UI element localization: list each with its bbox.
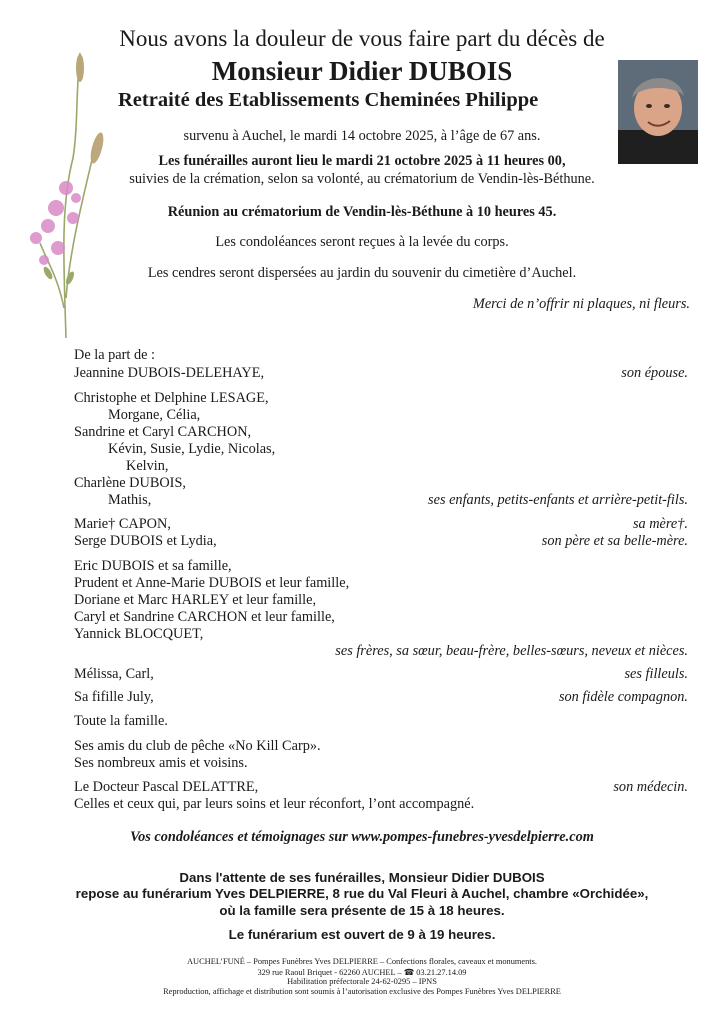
family-member: Sa fifille July, <box>74 689 154 705</box>
family-member: Ses nombreux amis et voisins. <box>74 755 248 771</box>
family-member: Serge DUBOIS et Lydia, <box>74 533 217 549</box>
family-row <box>74 666 688 684</box>
family-relation: ses frères, sa sœur, beau-frère, belles-sœurs, neveux et nièces. <box>335 643 688 659</box>
death-line: survenu à Auchel, le mardi 14 octobre 2025, à l’âge de 67 ans. <box>183 128 541 144</box>
family-row <box>74 492 688 510</box>
family-member: Prudent et Anne-Marie DUBOIS et leur famille, <box>74 575 350 591</box>
flower-illustration <box>18 48 113 338</box>
family-relation: sa mère†. <box>632 516 688 532</box>
family-row <box>74 575 688 593</box>
family-intro: De la part de : <box>74 347 155 363</box>
family-member: Christophe et Delphine LESAGE, <box>74 390 269 406</box>
family-relation: ses filleuls. <box>624 666 688 682</box>
family-row <box>74 626 688 644</box>
family-member: Morgane, Célia, <box>108 407 201 423</box>
footer-line-3: Habilitation préfectorale 24-62-0295 – IPNS <box>287 977 437 986</box>
family-member: Eric DUBOIS et sa famille, <box>74 558 232 574</box>
family-row <box>74 643 688 661</box>
family-relation: son fidèle compagnon. <box>558 689 688 705</box>
meeting-line: Réunion au crématorium de Vendin-lès-Béthune à 10 heures 45. <box>167 204 557 220</box>
ashes-line: Les cendres seront dispersées au jardin du souvenir du cimetière d’Auchel. <box>147 265 577 281</box>
family-row <box>74 458 688 476</box>
family-row <box>74 609 688 627</box>
family-member: Sandrine et Caryl CARCHON, <box>74 424 252 440</box>
family-row <box>74 407 688 425</box>
family-member: Mélissa, Carl, <box>74 666 154 682</box>
family-member: Kévin, Susie, Lydie, Nicolas, <box>108 441 276 457</box>
family-row <box>74 738 688 756</box>
intro-text: Nous avons la douleur de vous faire part du décès de <box>119 26 605 51</box>
family-row <box>74 516 688 534</box>
family-member: Jeannine DUBOIS-DELEHAYE, <box>74 365 265 381</box>
family-row <box>74 592 688 610</box>
footer-line-4: Reproduction, affichage et distribution sont soumis à l’autorisation exclusive des Pompes Funèbres Yves DELPIERRE <box>163 987 561 996</box>
family-row <box>74 689 688 707</box>
family-member: Yannick BLOCQUET, <box>74 626 204 642</box>
family-relation: ses enfants, petits-enfants et arrière-petit-fils. <box>428 492 688 508</box>
family-row <box>74 755 688 773</box>
family-member: Toute la famille. <box>74 713 168 729</box>
family-relation: son père et sa belle-mère. <box>541 533 688 549</box>
condolences-line: Les condoléances seront reçues à la levée du corps. <box>215 234 509 250</box>
deceased-title: Retraité des Etablissements Cheminées Philippe <box>118 89 539 111</box>
family-member: Doriane et Marc HARLEY et leur famille, <box>74 592 317 608</box>
family-relation: son médecin. <box>613 779 688 795</box>
family-row <box>74 533 688 551</box>
funerarium-line-2: repose au funérarium Yves DELPIERRE, 8 rue du Val Fleuri à Auchel, chambre «Orchidée», <box>75 886 649 901</box>
deceased-name: Monsieur Didier DUBOIS <box>211 56 513 86</box>
family-member: Mathis, <box>108 492 152 508</box>
funeral-line: Les funérailles auront lieu le mardi 21 octobre 2025 à 11 heures 00, <box>158 153 566 169</box>
family-relation: son épouse. <box>621 365 688 381</box>
family-row <box>74 441 688 459</box>
funerarium-hours: Le funérarium est ouvert de 9 à 19 heures. <box>228 927 496 942</box>
family-member: Ses amis du club de pêche «No Kill Carp». <box>74 738 321 754</box>
funerarium-line-3: où la famille sera présente de 15 à 18 heures. <box>219 903 505 918</box>
family-row <box>74 475 688 493</box>
no-flowers-line: Merci de n’offrir ni plaques, ni fleurs. <box>472 296 690 312</box>
footer-line-2: 329 rue Raoul Briquet - 62260 AUCHEL – ☎ 03.21.27.14.09 <box>257 968 467 977</box>
family-member: Kelvin, <box>126 458 169 474</box>
family-row <box>74 365 688 383</box>
footer-line-1: AUCHEL’FUNÉ – Pompes Funèbres Yves DELPIERRE – Confections florales, caveaux et monuments. <box>186 957 537 966</box>
family-row <box>74 713 688 731</box>
family-row <box>74 390 688 408</box>
family-member: Marie† CAPON, <box>74 516 171 532</box>
family-row <box>74 558 688 576</box>
family-member: Charlène DUBOIS, <box>74 475 186 491</box>
funerarium-line-1: Dans l'attente de ses funérailles, Monsieur Didier DUBOIS <box>179 870 545 885</box>
family-row <box>74 424 688 442</box>
family-member: Caryl et Sandrine CARCHON et leur famille, <box>74 609 335 625</box>
cremation-line: suivies de la crémation, selon sa volonté, au crématorium de Vendin-lès-Béthune. <box>129 171 595 187</box>
website-line: Vos condoléances et témoignages sur www.pompes-funebres-yvesdelpierre.com <box>130 829 594 845</box>
family-member: Le Docteur Pascal DELATTRE, <box>74 779 259 795</box>
family-row <box>74 796 688 814</box>
family-member: Celles et ceux qui, par leurs soins et leur réconfort, l’ont accompagné. <box>74 796 475 812</box>
family-row <box>74 779 688 797</box>
